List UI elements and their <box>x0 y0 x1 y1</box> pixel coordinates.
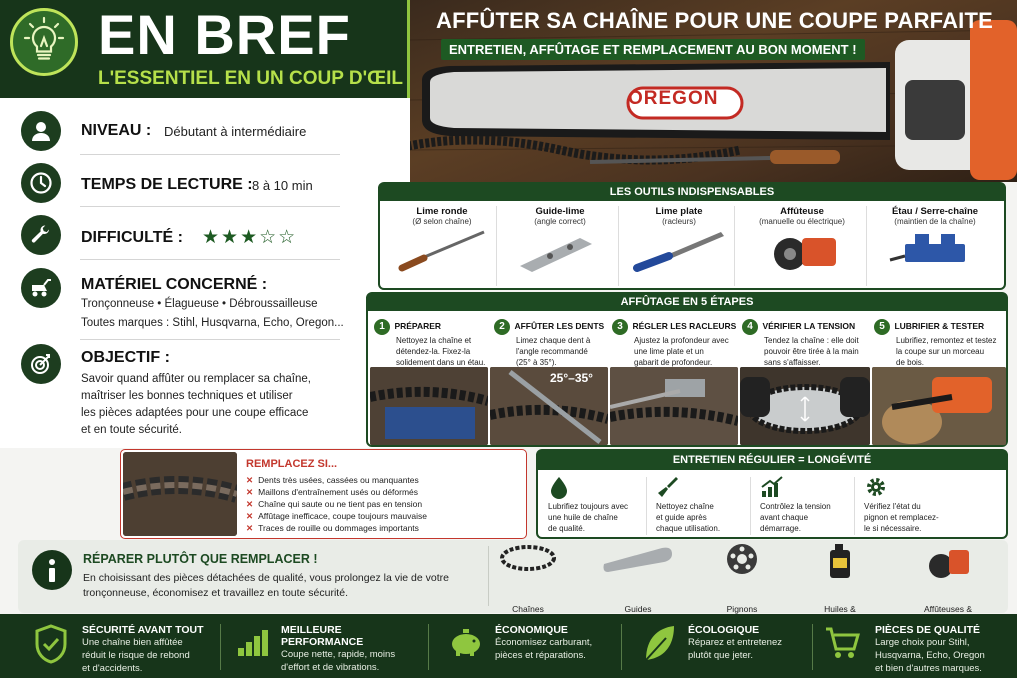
lightbulb-icon <box>10 8 78 76</box>
divider <box>80 206 340 207</box>
replace-item: ✕ Chaîne qui saute ou ne tient pas en tension <box>246 499 423 509</box>
footer-item-ecologique: ÉCOLOGIQUE Réparez et entretenez plutôt que jeter. <box>688 624 783 661</box>
gear-icon <box>864 475 888 504</box>
maintenance-item: Contrôlez la tension avant chaque démarrage. <box>760 502 831 533</box>
round-file-icon <box>392 226 492 274</box>
maintenance-item: Nettoyez chaîne et guide après chaque utilisation. <box>656 502 721 533</box>
tool-etau: Étau / Serre-chaîne (maintien de la chaîne) <box>870 206 1000 279</box>
temps-label: TEMPS DE LECTURE : <box>81 176 253 193</box>
niveau-value: Débutant à intermédiaire <box>164 124 307 139</box>
wrench-icon <box>21 215 61 255</box>
oil-bottle-icon <box>825 542 855 580</box>
materiel-types: Tronçonneuse • Élagueuse • Débroussailleuse <box>81 298 318 310</box>
flat-file-icon <box>629 226 729 274</box>
tool-guide-lime: Guide-lime (angle correct) <box>502 206 618 279</box>
tool-lime-ronde: Lime ronde (Ø selon chaîne) <box>388 206 496 279</box>
chart-icon <box>760 475 784 504</box>
info-icon <box>32 550 72 590</box>
file-guide-icon <box>510 226 610 274</box>
difficulte-label: DIFFICULTÉ : <box>81 229 183 246</box>
step-1-photo <box>370 367 488 445</box>
sharpener-icon <box>752 226 852 274</box>
footer-item-performance: MEILLEURE PERFORMANCE Coupe nette, rapide, moins d'effort et de vibrations. <box>281 624 396 673</box>
replace-title: REMPLACEZ SI... <box>246 458 338 470</box>
step-4-photo <box>740 367 870 445</box>
brush-icon <box>656 475 680 504</box>
step-2: 2 AFFÛTER LES DENTS Limez chaque dent à l'angle recommandé (25° à 35°). <box>494 316 612 368</box>
part-sharpeners-label: Affûteuses & <box>923 604 973 614</box>
divider <box>80 339 340 340</box>
part-sprockets[interactable] <box>698 542 786 579</box>
bar-chart-icon <box>236 628 270 663</box>
oregon-logo: OREGON <box>628 88 719 109</box>
guide-bar-icon <box>600 542 676 574</box>
divider <box>80 259 340 260</box>
step-5: 5 LUBRIFIER & TESTER Lubrifiez, remontez et testez la coupe sur un morceau de bois. <box>874 316 1006 368</box>
step-5-photo <box>872 367 1006 445</box>
steps-heading: AFFÛTAGE EN 5 ÉTAPES <box>368 294 1006 311</box>
main-title: AFFÛTER SA CHAÎNE POUR UNE COUPE PARFAITE <box>436 8 994 33</box>
divider <box>80 154 340 155</box>
worn-chain-photo <box>123 452 237 536</box>
repair-text: En choisissant des pièces détachées de qualité, vous prolongez la vie de votre tronçonneuse, économisez et travaillez en toute sécurité. <box>83 572 449 599</box>
sprocket-icon <box>722 542 762 576</box>
clock-icon <box>21 163 61 203</box>
objectif-label: OBJECTIF : <box>81 349 170 366</box>
temps-value: 8 à 10 min <box>252 178 313 193</box>
replace-item: ✕ Affûtage inefficace, coupe toujours mauvaise <box>246 511 427 521</box>
sharpener-accessory-icon <box>923 542 973 580</box>
tool-lime-plate: Lime plate (racleurs) <box>624 206 734 279</box>
step-2-photo <box>490 367 608 445</box>
lawnmower-icon <box>21 268 61 308</box>
footer-item-securite: SÉCURITÉ AVANT TOUT Une chaîne bien affûtée réduit le risque de rebond et d'accidents. <box>82 624 204 674</box>
piggy-bank-icon <box>448 626 484 663</box>
maintenance-item: Lubrifiez toujours avec une huile de chaîne de qualité. <box>548 502 629 533</box>
user-icon <box>21 111 61 151</box>
maintenance-section <box>536 449 1008 539</box>
cart-icon <box>824 626 860 665</box>
replace-item: ✕ Maillons d'entraînement usés ou déformés <box>246 487 419 497</box>
page-subtitle: L'ESSENTIEL EN UN COUP D'ŒIL <box>98 68 403 89</box>
tool-affuteuse: Affûteuse (manuelle ou électrique) <box>740 206 864 279</box>
vise-icon <box>885 226 985 274</box>
materiel-label: MATÉRIEL CONCERNÉ : <box>81 276 268 293</box>
step-1: 1 PRÉPARER Nettoyez la chaîne et détendez-la. Fixez-la solidement dans un étau. <box>374 316 490 368</box>
oil-drop-icon <box>548 475 570 504</box>
shield-check-icon <box>34 624 68 669</box>
step-4: 4 VÉRIFIER LA TENSION Tendez la chaîne : elle doit pouvoir être tirée à la main sans s'affaisser. <box>742 316 872 368</box>
main-subtitle: ENTRETIEN, AFFÛTAGE ET REMPLACEMENT AU BON MOMENT ! <box>441 39 865 60</box>
chain-icon <box>498 542 558 574</box>
leaf-icon <box>642 624 676 669</box>
part-guides[interactable] <box>596 542 680 577</box>
replace-if-box <box>120 449 527 539</box>
maintenance-item: Vérifiez l'état du pignon et remplacez- le si nécessaire. <box>864 502 939 533</box>
replace-item: ✕ Dents très usées, cassées ou manquantes <box>246 475 419 485</box>
step-3: 3 RÉGLER LES RACLEURS Ajustez la profondeur avec une lime plate et un gabarit de profondeur. <box>612 316 740 368</box>
tools-heading: LES OUTILS INDISPENSABLES <box>380 184 1004 201</box>
materiel-brands: Toutes marques : Stihl, Husqvarna, Echo, Oregon... <box>81 317 344 329</box>
replace-item: ✕ Traces de rouille ou dommages importants <box>246 523 419 533</box>
repair-banner <box>18 540 1008 613</box>
objectif-text: Savoir quand affûter ou remplacer sa chaîne, maîtriser les bonnes techniques et utiliser les pièces adaptées pour une coupe efficace et en toute sécurité. <box>81 373 311 436</box>
part-chains-label: Chaînes <box>512 604 544 614</box>
part-oils[interactable] <box>800 542 880 583</box>
footer-bar <box>0 614 1017 678</box>
angle-label: 25°–35° <box>550 371 593 385</box>
page-title: EN BREF <box>98 3 351 66</box>
part-sharpeners[interactable] <box>900 542 996 583</box>
footer-item-economique: ÉCONOMIQUE Économisez carburant, pièces et réparations. <box>495 624 593 661</box>
niveau-label: NIVEAU : <box>81 122 152 139</box>
step-3-photo <box>610 367 738 445</box>
steps-section <box>366 292 1008 447</box>
maintenance-heading: ENTRETIEN RÉGULIER = LONGÉVITÉ <box>538 451 1006 470</box>
part-sprockets-label: Pignons <box>726 604 758 614</box>
tools-section <box>378 182 1006 290</box>
part-chains[interactable] <box>488 542 568 577</box>
header-banner <box>0 0 410 98</box>
target-icon <box>21 344 61 384</box>
part-guides-label: Guides <box>624 604 652 614</box>
difficulty-stars: ★★★☆☆ <box>202 227 298 248</box>
repair-title: RÉPARER PLUTÔT QUE REMPLACER ! <box>83 552 318 566</box>
part-oils-label: Huiles & <box>824 604 856 614</box>
footer-item-qualite: PIÈCES DE QUALITÉ Large choix pour Stihl, Husqvarna, Echo, Oregon et bien d'autres marques. <box>875 624 985 674</box>
